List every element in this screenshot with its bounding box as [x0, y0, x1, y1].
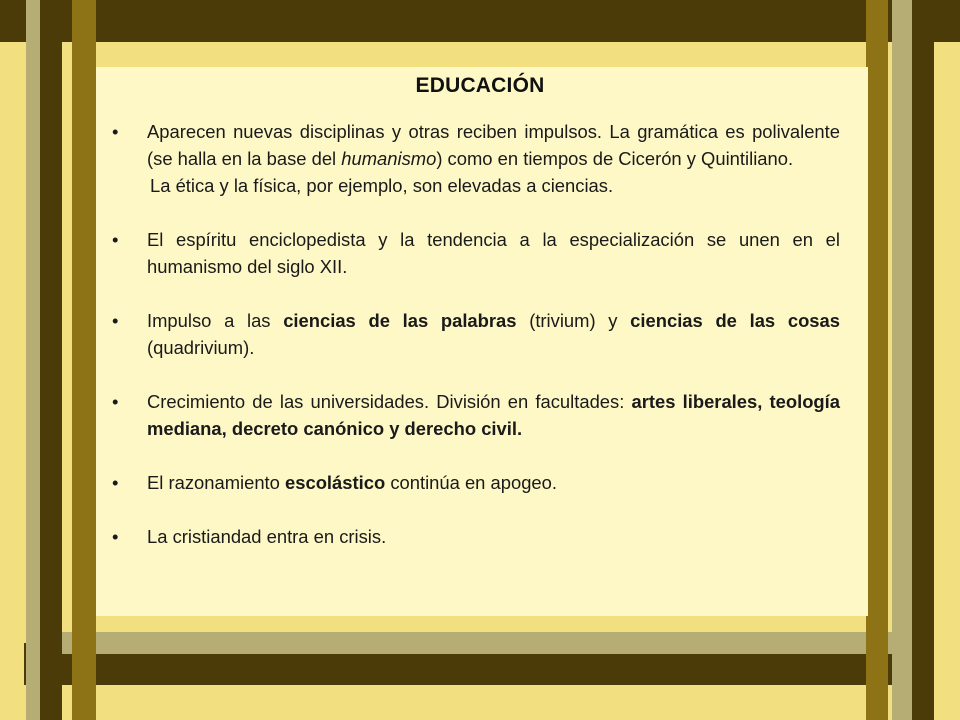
frame-bottom-khaki	[56, 632, 906, 654]
list-item	[112, 118, 840, 199]
item-text: El razonamiento	[147, 472, 286, 493]
item-emphasis: humanismo	[341, 148, 437, 169]
item-text: (quadrivium).	[147, 337, 255, 358]
slide-title: EDUCACIÓN	[415, 74, 545, 97]
item-text: El espíritu enciclopedista y la tendencia a la especialización se unen en el humanismo del siglo XII.	[147, 229, 840, 277]
item-text: Aparecen nuevas disciplinas y otras reciben impulsos. La gramática es polivalente (se halla en la base del	[147, 121, 840, 169]
frame-right-khaki	[892, 0, 912, 720]
list-item	[112, 523, 840, 550]
frame-left-mustard	[72, 0, 96, 720]
item-text: Crecimiento de las universidades. División en facultades:	[147, 391, 632, 412]
item-bold: ciencias de las palabras	[283, 310, 517, 331]
item-bold: escolástico	[285, 472, 386, 493]
item-bold: artes liberales, teología mediana, decreto canónico y derecho civil.	[147, 391, 841, 439]
item-note: La ética y la física, por ejemplo, son elevadas a ciencias.	[150, 175, 614, 196]
item-text: La cristiandad entra en crisis.	[147, 526, 387, 547]
bullet-list	[112, 118, 840, 550]
frame-right-mustard	[866, 0, 888, 720]
item-bold: ciencias de las cosas	[630, 310, 840, 331]
item-text: Impulso a las	[147, 310, 284, 331]
list-item	[112, 307, 840, 361]
list-item	[112, 469, 840, 496]
frame-left-dark	[40, 0, 62, 720]
list-item	[112, 226, 840, 280]
frame-top-bar	[0, 0, 960, 42]
list-item	[112, 388, 840, 442]
item-text: (trivium) y	[516, 310, 631, 331]
frame-right-dark	[912, 0, 934, 720]
item-text: continúa en apogeo.	[385, 472, 557, 493]
item-text: ) como en tiempos de Cicerón y Quintiliano.	[436, 148, 794, 169]
